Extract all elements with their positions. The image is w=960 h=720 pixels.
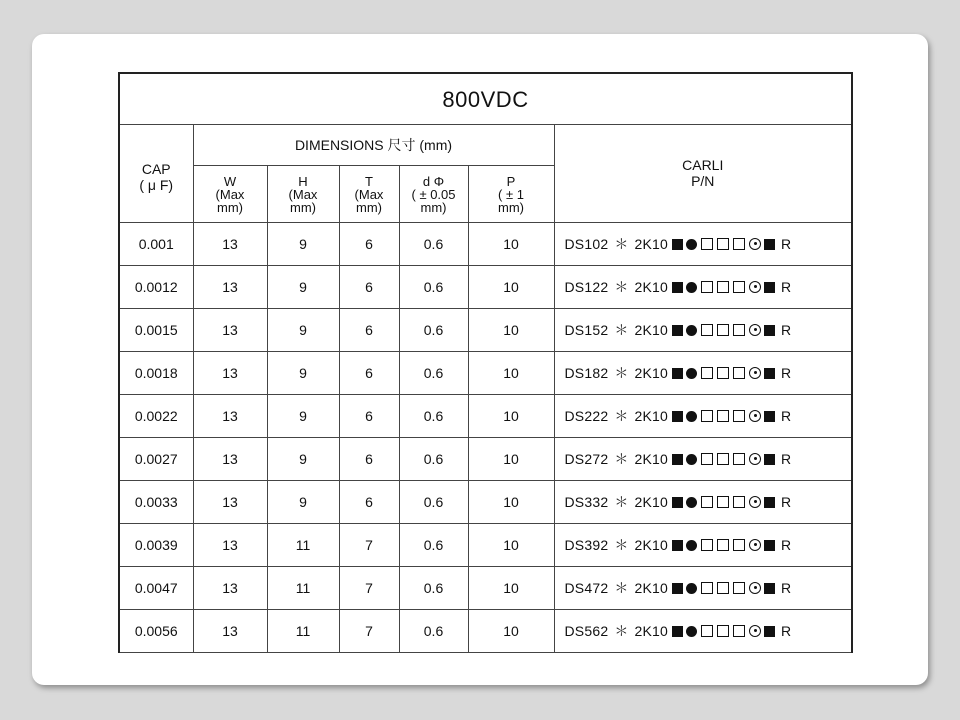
- empty-square-icon: [733, 367, 745, 379]
- cap-header-line2: ( μ F): [139, 177, 174, 193]
- w-cell: 13: [193, 352, 267, 395]
- empty-square-icon: [701, 410, 713, 422]
- h-cell: 9: [267, 223, 339, 266]
- part-number-suffix: 2K10: [634, 278, 669, 295]
- dotted-circle-icon: [749, 496, 761, 508]
- filled-square-icon: [764, 282, 775, 293]
- h-cell: 11: [267, 567, 339, 610]
- table-row: [119, 438, 852, 481]
- part-number-end: R: [781, 622, 792, 639]
- part-number-cell: [554, 223, 852, 266]
- dotted-circle-icon: [749, 367, 761, 379]
- part-number-code: DS562: [564, 622, 609, 639]
- p-cell: 10: [468, 223, 554, 266]
- t-cell: 7: [339, 567, 399, 610]
- part-number-suffix: 2K10: [634, 579, 669, 596]
- part-number-end: R: [781, 278, 792, 295]
- table-row: [119, 309, 852, 352]
- carli-pn-header: [554, 125, 852, 223]
- dotted-circle-icon: [749, 281, 761, 293]
- empty-square-icon: [733, 410, 745, 422]
- part-number-cell: [554, 524, 852, 567]
- p-cell: 10: [468, 524, 554, 567]
- part-number-code: DS332: [564, 493, 609, 510]
- part-number-separator: ＊: [614, 493, 629, 510]
- table-row: [119, 352, 852, 395]
- filled-square-icon: [764, 239, 775, 250]
- w-cell: 13: [193, 610, 267, 653]
- h-header-l3: mm): [290, 199, 316, 215]
- t-cell: 6: [339, 223, 399, 266]
- cap-header-line1: CAP: [141, 161, 171, 177]
- dotted-circle-icon: [749, 238, 761, 250]
- filled-circle-icon: [686, 497, 697, 508]
- p-cell: 10: [468, 610, 554, 653]
- t-header-l1: T: [365, 173, 373, 189]
- part-number-code: DS152: [564, 321, 609, 338]
- table-row: [119, 610, 852, 653]
- w-cell: 13: [193, 438, 267, 481]
- t-header: [339, 166, 399, 223]
- empty-square-icon: [701, 453, 713, 465]
- w-header-l1: W: [223, 173, 237, 189]
- empty-square-icon: [717, 539, 729, 551]
- dotted-circle-icon: [749, 625, 761, 637]
- part-number-separator: ＊: [614, 622, 629, 639]
- empty-square-icon: [717, 367, 729, 379]
- part-number-suffix: 2K10: [634, 235, 669, 252]
- d-cell: 0.6: [399, 567, 468, 610]
- filled-circle-icon: [686, 454, 697, 465]
- spec-table-container: [118, 72, 854, 662]
- dotted-circle-icon: [749, 582, 761, 594]
- filled-square-icon: [672, 540, 683, 551]
- h-header-l2: (Max: [288, 186, 318, 202]
- empty-square-icon: [701, 582, 713, 594]
- w-cell: 13: [193, 309, 267, 352]
- part-number-separator: ＊: [614, 235, 629, 252]
- empty-square-icon: [717, 582, 729, 594]
- filled-square-icon: [764, 497, 775, 508]
- part-number-suffix: 2K10: [634, 536, 669, 553]
- part-number-end: R: [781, 536, 792, 553]
- filled-square-icon: [672, 411, 683, 422]
- filled-square-icon: [764, 540, 775, 551]
- w-cell: 13: [193, 481, 267, 524]
- dotted-circle-icon: [749, 410, 761, 422]
- part-number-cell: [554, 438, 852, 481]
- empty-square-icon: [717, 453, 729, 465]
- cap-cell: 0.0027: [119, 438, 193, 481]
- t-cell: 7: [339, 610, 399, 653]
- filled-circle-icon: [686, 540, 697, 551]
- h-cell: 11: [267, 524, 339, 567]
- table-row: [119, 524, 852, 567]
- part-number-suffix: 2K10: [634, 493, 669, 510]
- part-number-code: DS182: [564, 364, 609, 381]
- part-number-code: DS272: [564, 450, 609, 467]
- part-number-separator: ＊: [614, 321, 629, 338]
- carli-header-line2: P/N: [691, 173, 715, 189]
- empty-square-icon: [733, 539, 745, 551]
- table-title: 800VDC: [119, 73, 852, 125]
- part-number-code: DS122: [564, 278, 609, 295]
- part-number-code: DS392: [564, 536, 609, 553]
- part-number-suffix: 2K10: [634, 622, 669, 639]
- empty-square-icon: [717, 410, 729, 422]
- empty-square-icon: [733, 324, 745, 336]
- part-number-separator: ＊: [614, 579, 629, 596]
- part-number-suffix: 2K10: [634, 321, 669, 338]
- filled-square-icon: [764, 368, 775, 379]
- filled-circle-icon: [686, 583, 697, 594]
- d-cell: 0.6: [399, 395, 468, 438]
- part-number-end: R: [781, 235, 792, 252]
- cap-cell: 0.0012: [119, 266, 193, 309]
- empty-square-icon: [733, 625, 745, 637]
- filled-square-icon: [672, 325, 683, 336]
- t-header-l3: mm): [356, 199, 382, 215]
- table-row: [119, 395, 852, 438]
- d-header-l2: ( ± 0.05: [411, 186, 456, 202]
- cap-cell: 0.0039: [119, 524, 193, 567]
- h-cell: 9: [267, 309, 339, 352]
- filled-square-icon: [672, 497, 683, 508]
- slide-panel: [32, 34, 928, 685]
- empty-square-icon: [733, 582, 745, 594]
- filled-circle-icon: [686, 239, 697, 250]
- empty-square-icon: [717, 238, 729, 250]
- cap-cell: 0.0033: [119, 481, 193, 524]
- carli-header-line1: CARLI: [682, 157, 724, 173]
- part-number-end: R: [781, 321, 792, 338]
- empty-square-icon: [733, 453, 745, 465]
- empty-square-icon: [701, 539, 713, 551]
- filled-circle-icon: [686, 368, 697, 379]
- part-number-end: R: [781, 407, 792, 424]
- h-cell: 9: [267, 395, 339, 438]
- part-number-separator: ＊: [614, 407, 629, 424]
- w-cell: 13: [193, 395, 267, 438]
- t-cell: 6: [339, 481, 399, 524]
- t-cell: 6: [339, 309, 399, 352]
- h-header: [267, 166, 339, 223]
- h-cell: 11: [267, 610, 339, 653]
- p-header-l1: P: [506, 173, 516, 189]
- part-number-code: DS102: [564, 235, 609, 252]
- t-cell: 6: [339, 438, 399, 481]
- filled-square-icon: [764, 583, 775, 594]
- filled-square-icon: [672, 282, 683, 293]
- empty-square-icon: [733, 496, 745, 508]
- part-number-cell: [554, 481, 852, 524]
- part-number-separator: ＊: [614, 450, 629, 467]
- p-cell: 10: [468, 309, 554, 352]
- part-number-suffix: 2K10: [634, 407, 669, 424]
- p-cell: 10: [468, 266, 554, 309]
- w-cell: 13: [193, 524, 267, 567]
- dimensions-header: DIMENSIONS 尺寸 (mm): [193, 125, 554, 166]
- t-cell: 6: [339, 395, 399, 438]
- d-cell: 0.6: [399, 352, 468, 395]
- d-cell: 0.6: [399, 266, 468, 309]
- empty-square-icon: [701, 367, 713, 379]
- p-header-l2: ( ± 1: [498, 186, 524, 202]
- d-cell: 0.6: [399, 481, 468, 524]
- p-header-l3: mm): [498, 199, 524, 215]
- filled-square-icon: [672, 583, 683, 594]
- d-header-l3: mm): [420, 199, 447, 215]
- part-number-cell: [554, 610, 852, 653]
- filled-square-icon: [672, 454, 683, 465]
- w-header: [193, 166, 267, 223]
- w-header-l2: (Max: [215, 186, 245, 202]
- part-number-code: DS472: [564, 579, 609, 596]
- cap-cell: 0.001: [119, 223, 193, 266]
- filled-square-icon: [672, 239, 683, 250]
- part-number-cell: [554, 352, 852, 395]
- cap-cell: 0.0018: [119, 352, 193, 395]
- p-cell: 10: [468, 352, 554, 395]
- empty-square-icon: [733, 238, 745, 250]
- w-cell: 13: [193, 567, 267, 610]
- table-row: [119, 481, 852, 524]
- p-cell: 10: [468, 481, 554, 524]
- d-cell: 0.6: [399, 309, 468, 352]
- d-cell: 0.6: [399, 438, 468, 481]
- part-number-cell: [554, 266, 852, 309]
- part-number-end: R: [781, 364, 792, 381]
- table-row: [119, 266, 852, 309]
- dotted-circle-icon: [749, 324, 761, 336]
- table-row: [119, 567, 852, 610]
- filled-circle-icon: [686, 411, 697, 422]
- part-number-end: R: [781, 493, 792, 510]
- filled-square-icon: [764, 325, 775, 336]
- cap-cell: 0.0022: [119, 395, 193, 438]
- filled-square-icon: [764, 626, 775, 637]
- h-header-l1: H: [298, 173, 308, 189]
- empty-square-icon: [733, 281, 745, 293]
- h-cell: 9: [267, 481, 339, 524]
- empty-square-icon: [717, 281, 729, 293]
- t-cell: 6: [339, 266, 399, 309]
- d-cell: 0.6: [399, 524, 468, 567]
- empty-square-icon: [701, 238, 713, 250]
- capacitor-spec-table: [118, 72, 853, 653]
- part-number-code: DS222: [564, 407, 609, 424]
- empty-square-icon: [701, 281, 713, 293]
- cap-cell: 0.0056: [119, 610, 193, 653]
- h-cell: 9: [267, 438, 339, 481]
- p-cell: 10: [468, 395, 554, 438]
- empty-square-icon: [717, 324, 729, 336]
- empty-square-icon: [701, 625, 713, 637]
- part-number-end: R: [781, 450, 792, 467]
- part-number-suffix: 2K10: [634, 450, 669, 467]
- filled-circle-icon: [686, 626, 697, 637]
- p-cell: 10: [468, 438, 554, 481]
- part-number-separator: ＊: [614, 364, 629, 381]
- w-cell: 13: [193, 223, 267, 266]
- part-number-cell: [554, 395, 852, 438]
- empty-square-icon: [701, 496, 713, 508]
- h-cell: 9: [267, 352, 339, 395]
- filled-square-icon: [672, 368, 683, 379]
- dotted-circle-icon: [749, 539, 761, 551]
- filled-circle-icon: [686, 325, 697, 336]
- cap-header: [119, 125, 193, 223]
- dotted-circle-icon: [749, 453, 761, 465]
- filled-square-icon: [672, 626, 683, 637]
- t-cell: 6: [339, 352, 399, 395]
- part-number-cell: [554, 309, 852, 352]
- filled-circle-icon: [686, 282, 697, 293]
- empty-square-icon: [717, 625, 729, 637]
- t-header-l2: (Max: [354, 186, 384, 202]
- part-number-end: R: [781, 579, 792, 596]
- part-number-suffix: 2K10: [634, 364, 669, 381]
- filled-square-icon: [764, 454, 775, 465]
- w-cell: 13: [193, 266, 267, 309]
- d-header-l1: d Φ: [422, 173, 445, 189]
- part-number-separator: ＊: [614, 278, 629, 295]
- table-row: [119, 223, 852, 266]
- empty-square-icon: [701, 324, 713, 336]
- t-cell: 7: [339, 524, 399, 567]
- part-number-cell: [554, 567, 852, 610]
- cap-cell: 0.0047: [119, 567, 193, 610]
- empty-square-icon: [717, 496, 729, 508]
- d-cell: 0.6: [399, 223, 468, 266]
- d-header: [399, 166, 468, 223]
- h-cell: 9: [267, 266, 339, 309]
- cap-cell: 0.0015: [119, 309, 193, 352]
- p-cell: 10: [468, 567, 554, 610]
- w-header-l3: mm): [217, 199, 243, 215]
- filled-square-icon: [764, 411, 775, 422]
- p-header: [468, 166, 554, 223]
- d-cell: 0.6: [399, 610, 468, 653]
- part-number-separator: ＊: [614, 536, 629, 553]
